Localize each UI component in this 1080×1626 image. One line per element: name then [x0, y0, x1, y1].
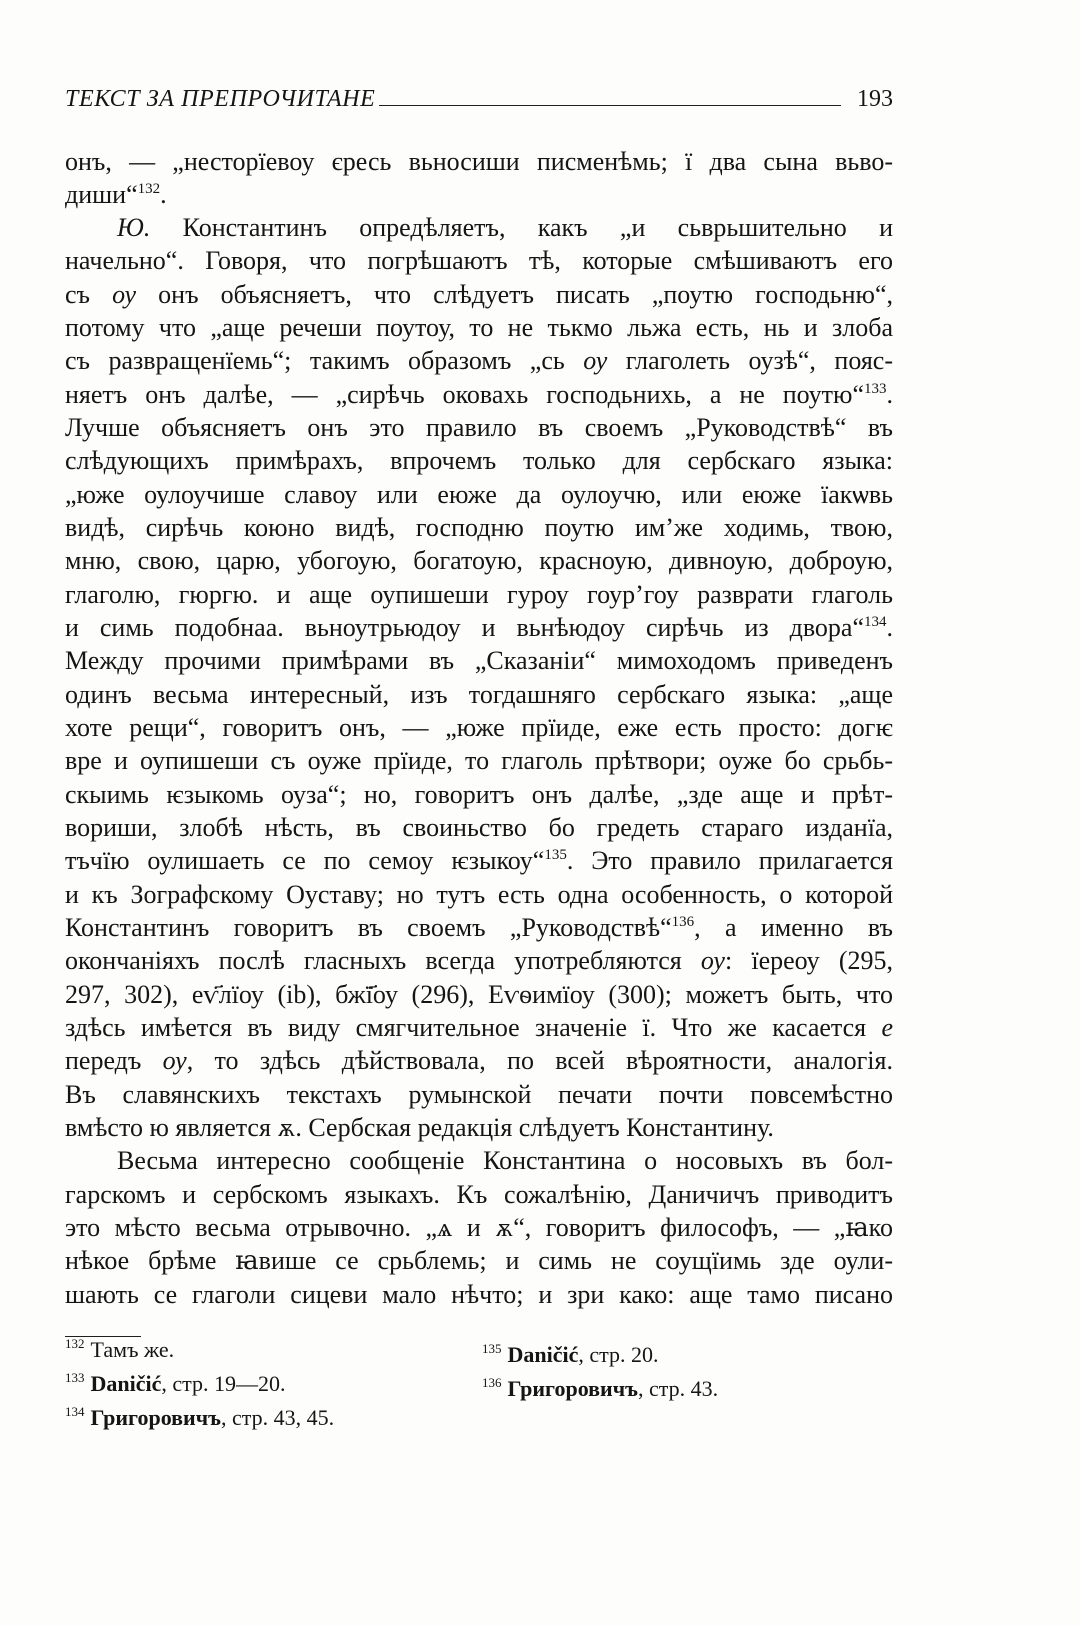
paragraph: [65, 211, 893, 1144]
footnote-text: , стр. 19—20.: [161, 1371, 286, 1396]
text-line: начельно“. Говоря, что погрѣшаютъ тѣ, которые смѣшиваютъ его: [65, 246, 893, 276]
text-line: хоте рещи“, говоритъ онъ, — „юже прїиде, еже есть просто: догѥ: [65, 713, 893, 743]
footnote: [65, 1334, 334, 1368]
text-line: это мѣсто весьма отрывочно. „ѧ и ѫ“, говоритъ философъ, — „ꙗко: [65, 1213, 893, 1242]
footnote-number: 132: [65, 1336, 85, 1351]
text-run: .: [160, 179, 167, 209]
text-line: 297, 302), еѵ҃лїоу (ib), бжї҃оу (296), Еѵѳимїоу (300); можетъ быть, что: [65, 979, 893, 1009]
footnote-number: 133: [65, 1370, 85, 1385]
footnote-author: Григоровичъ: [507, 1376, 638, 1401]
text-line: слѣдующихъ примѣрахъ, впрочемъ только для сербскаго языка:: [65, 446, 893, 476]
text-line: [65, 211, 893, 244]
text-line: [65, 378, 893, 411]
footnote-author: Григоровичъ: [90, 1405, 221, 1430]
text-line: [65, 1044, 893, 1077]
text-line: нѣкое брѣме ꙗвише се срьблемь; и симь не соущїимь зде оули-: [65, 1246, 893, 1276]
footnote-text: , стр. 43, 45.: [220, 1405, 335, 1430]
text-line: Лучше объясняетъ онъ это правило въ своемъ „Руководствѣ“ въ: [65, 413, 893, 443]
footnote-number: 135: [482, 1341, 502, 1356]
footnote-ref: 133: [864, 380, 887, 397]
text-run: , то здѣсь дѣйствовала, по всей вѣроятности, аналогія.: [186, 1046, 893, 1076]
text-run: тъчїю оулишаеть се по семоу ѥзыкоу“: [65, 846, 545, 876]
footnote-number: 134: [65, 1404, 85, 1419]
footnotes-right-column: [482, 1339, 718, 1407]
footnote-author: Daničić: [507, 1342, 579, 1367]
text-line: видѣ, сирѣчь коюно видѣ, господню поутю имʼже ходимь, твою,: [65, 513, 893, 543]
paragraph: [65, 145, 893, 212]
text-run: здѣсь имѣется въ виду смягчительное значеніе ї. Что же касается: [65, 1013, 882, 1043]
text-line: Въ славянскихъ текстахъ румынской печати почти повсемѣстно: [65, 1079, 893, 1109]
footnote-text: Тамъ же.: [90, 1337, 175, 1362]
footnote-text: , стр. 43.: [637, 1376, 719, 1401]
text-line: [65, 844, 893, 877]
text-line: [65, 178, 893, 211]
italic-run: оу: [112, 279, 137, 309]
text-line: вмѣсто ю является ѫ. Сербская редакція слѣдуетъ Константину.: [65, 1113, 774, 1143]
text-line: [65, 944, 893, 977]
text-run: .: [886, 379, 893, 409]
footnote: [482, 1339, 718, 1373]
header-rule: [379, 105, 841, 106]
footnotes-left-column: [65, 1334, 334, 1436]
text-run: съ: [65, 279, 113, 309]
text-run: онъ объясняетъ, что слѣдуетъ писать „поутю господьню“,: [136, 279, 894, 309]
text-line: онъ, — „несторїевоу єресь вьносиши писменѣмь; ї два сына вьво-: [65, 146, 893, 176]
text-line: [65, 1011, 893, 1044]
text-line: Весьма интересно сообщеніе Константина о носовыхъ въ бол-: [117, 1146, 893, 1176]
text-line: мню, свою, царю, убогоую, богатоую, красноую, дивноую, доброую,: [65, 546, 893, 576]
italic-run: е: [881, 1013, 893, 1043]
footnote-ref: 136: [671, 914, 695, 931]
main-text: [65, 145, 893, 1311]
text-run: и симь подобнаа. вьноутрьюдоу и вьнѣюдоу сирѣчь из двора“: [65, 613, 864, 643]
footnote-ref: 132: [137, 180, 161, 197]
text-line: вориши, злобѣ нѣсть, въ своиньство бо гредеть стараго изданїа,: [65, 813, 893, 843]
paragraph: [65, 1144, 893, 1311]
text-run: глаголеть оузѣ“, пояс-: [607, 346, 893, 376]
page-number: 193: [857, 86, 893, 112]
footnote: [65, 1368, 334, 1402]
text-line: „юже оулоучише славоу или еюже да оулоучю, или еюже їакѡвь: [65, 479, 893, 509]
footnote-text: , стр. 20.: [578, 1342, 659, 1367]
text-run: . Это правило прилагается: [566, 846, 893, 876]
text-run: : їереоу (295,: [724, 946, 893, 976]
text-run: , а именно въ: [694, 913, 893, 943]
footnote: [482, 1373, 718, 1407]
text-line: скыимь ѥзыкомь оуза“; но, говоритъ онъ далѣе, „зде аще и прѣт-: [65, 779, 893, 809]
text-run: окончаніяхъ послѣ гласныхъ всегда употребляются: [65, 946, 701, 976]
text-line: одинъ весьма интересный, изъ тогдашняго сербскаго языка: „аще: [65, 679, 893, 709]
text-run: .: [886, 613, 893, 643]
text-line: и къ Зографскому Оуставу; но тутъ есть одна особенность, о которой: [65, 879, 893, 909]
text-line: вре и оупишеши съ оуже прїиде, то глаголь прѣтвори; оуже бо срьбь-: [65, 746, 893, 776]
text-line: [65, 911, 893, 944]
text-line: [65, 278, 893, 311]
italic-run: оу: [700, 946, 725, 976]
text-run: съ развращенїемь“; такимъ образомъ „сь: [65, 346, 584, 376]
text-line: глаголю, гюргю. и аще оупишеши гуроу гоурʼгоу разврати глаголь: [65, 579, 893, 609]
italic-run: оу: [162, 1046, 187, 1076]
running-title: ТЕКСТ ЗА ПРЕПРОЧИТАНЕ: [65, 86, 376, 112]
text-line: гарскомъ и сербскомъ языкахъ. Къ сожалѣнію, Даничичъ приводитъ: [65, 1179, 893, 1209]
footnote-ref: 135: [544, 847, 567, 864]
text-line: [65, 344, 893, 377]
text-run: диши“: [65, 179, 138, 209]
text-line: [65, 611, 893, 644]
italic-run: Ю.: [117, 213, 151, 243]
text-run: Константинъ опредѣляетъ, какъ „и сьврьшительно и: [150, 213, 893, 243]
footnote-ref: 134: [864, 614, 887, 631]
text-run: передъ: [65, 1046, 163, 1076]
text-line: шають се глаголи сицеви мало нѣчто; и зри како: аще тамо писано: [65, 1279, 893, 1309]
text-line: Между прочими примѣрами въ „Сказаніи“ мимоходомъ приведенъ: [65, 646, 893, 676]
running-header: [65, 84, 893, 114]
footnote: [65, 1402, 334, 1436]
text-run: Константинъ говоритъ въ своемъ „Руководствѣ“: [65, 913, 672, 943]
footnote-number: 136: [482, 1375, 502, 1390]
text-line: потому что „аще речеши поутоу, то не тькмо льжа есть, нь и злоба: [65, 313, 893, 343]
italic-run: оу: [583, 346, 608, 376]
text-run: няетъ онъ далѣе, — „сирѣчь оковахь господьнихь, а не поутю“: [65, 379, 864, 409]
footnote-author: Daničić: [90, 1371, 162, 1396]
